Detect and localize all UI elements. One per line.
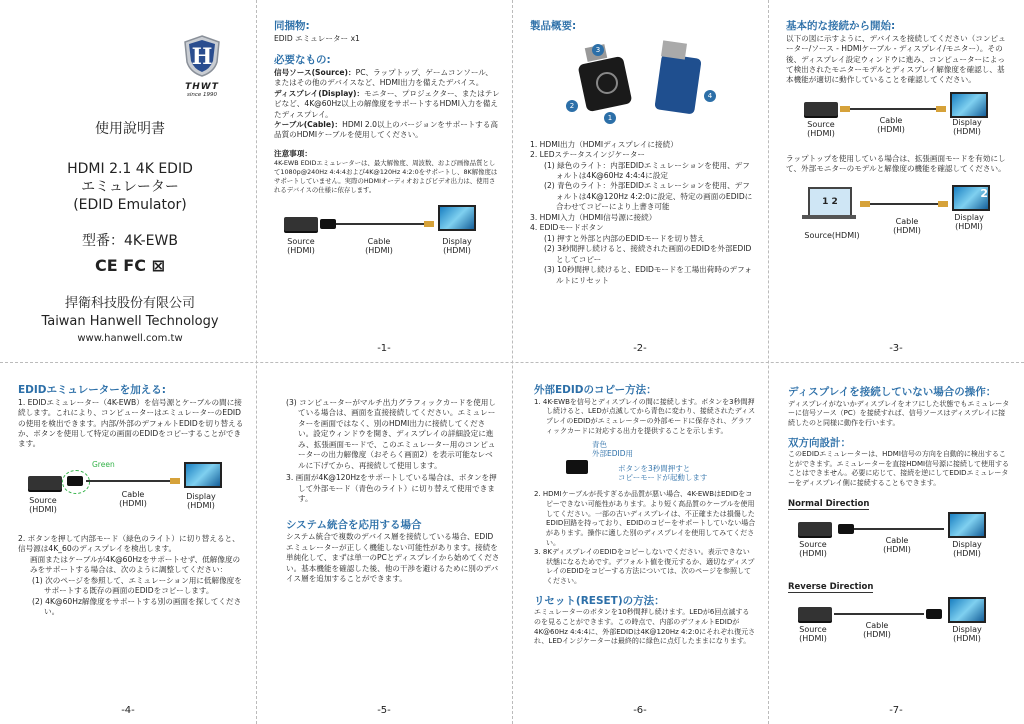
- display-icon: [438, 205, 476, 231]
- brand-name: THWT: [185, 82, 219, 92]
- page-2: [512, 0, 768, 362]
- copy-step-1: 1. 4K-EWBを信号とディスプレイの間に接続します。ボタンを3秒間押し続けると、LEDが点滅してから青色に変わり、接続されたディスプレイのEDIDがエミュレーターの外部モードに保存され、グラフィックカードに対応する出力を提供することを示します。: [534, 397, 756, 435]
- cable-line: [870, 203, 940, 205]
- label-display: Display (HDMI): [954, 212, 984, 232]
- bidirectional-text: このEDIDエミュレーターは、HDMI信号の方向を自動的に検出することができます。エミュレーターを直接HDMI信号源に接続して使用することはできません。必要に応じて、接続を逆にしてEDIDエミュレーターをディスプレイ側に接続することもできます。: [788, 450, 1010, 488]
- pc-icon: [284, 217, 318, 231]
- page-7: [768, 362, 1024, 724]
- reverse-diagram: [788, 595, 1012, 655]
- label-display: Display (HDMI): [952, 117, 982, 137]
- plug-icon: [936, 106, 946, 112]
- product-image: [530, 34, 756, 126]
- label-source: Source (HDMI): [29, 495, 57, 515]
- req-cable: ケーブル(Cable)：HDMI 2.0以上のバージョンをサポートする高品質のHDMIケーブルを使用してください。: [274, 120, 498, 140]
- list-item: 4. EDIDモードボタン: [530, 223, 604, 233]
- cable-line: [850, 108, 938, 110]
- overview-heading: 製品概要:: [530, 20, 577, 32]
- list-item: (1) 押すと外部と内部のEDIDモードを切り替え: [544, 233, 705, 243]
- display-icon: [948, 512, 986, 538]
- pc-icon: [804, 102, 838, 116]
- list-item: (2) 4K@60Hz解像度をサポートする別の画面を探してください。: [32, 596, 242, 617]
- page-number: -2-: [633, 343, 647, 354]
- note-text: 4K-EWB EDIDエミュレーターは、最大解像度、周波数、および画像品質として1080p@240Hz 4:4:4および4K@120Hz 4:2:0をサポートし、8K解像度はサポートしていません。実際のHDMIオーディオおよびビデオ出力は、使用されるデバイスの仕様に依存します。: [274, 159, 498, 194]
- internal-mode-text: 2. ボタンを押して内部モード（緑色のライト）に切り替えると、信号源は4K_60のディスプレイを検出します。: [18, 533, 240, 554]
- label-display: Display (HDMI): [186, 491, 216, 511]
- list-item: 2. LEDステータスインジケーター: [530, 150, 646, 160]
- laptop-text: ラップトップを使用している場合は、拡張画面モードを有効にして、外部モニターのモデルと解像度の機能を確認してください。: [786, 153, 1006, 174]
- copy-step-3: 3. 8KディスプレイのEDIDをコピーしないでください。表示できない状態になるためです。デフォルト値を復元するか、適切なディスプレイのEDIDをコピーする方法については、次のページを参照してください。: [534, 548, 755, 586]
- product-name-3: (EDID Emulator): [73, 197, 187, 213]
- label-cable: Cable (HDMI): [863, 620, 891, 639]
- reset-heading: リセット(RESET)の方法：: [534, 594, 665, 607]
- page-1: [256, 0, 512, 362]
- plug-icon: [938, 201, 948, 207]
- green-label: Green: [92, 459, 115, 469]
- normal-direction-label: Normal Direction: [788, 498, 870, 509]
- requirements-heading: 必要なもの:: [274, 54, 331, 67]
- page-3: [768, 0, 1024, 362]
- basic-connection-text: 以下の図に示すように、デバイスを接続してください（コンピューター/ソース - HDMIケーブル - ディスプレイ/モニター）。その後、ディスプレイ設定ウィンドウに進み、コンピューターによって検出されたモニターモデルとディスプレイ解像度を確認し、基本機能が適切に動作していることを確認してください。: [786, 33, 1006, 85]
- plug-icon: [170, 478, 180, 484]
- cable-line: [834, 613, 924, 615]
- callout-2: 2: [566, 100, 578, 112]
- label-source: Source (HDMI): [799, 539, 827, 558]
- list-item: (2) 3秒間押し続けると、接続された画面のEDIDを外部EDIDとしてコピー: [544, 244, 752, 264]
- hdmi-plug-icon: [661, 40, 687, 59]
- normal-diagram: [788, 512, 1012, 574]
- label-cable: Cable (HDMI): [365, 236, 393, 255]
- label-cable: Cable (HDMI): [893, 216, 921, 236]
- label-display: Display (HDMI): [442, 236, 472, 255]
- external-mode-text: 3. 画面が4K@120Hzをサポートしている場合は、ボタンを押して外部モード（青色のライト）に切り替えて使用できます。: [286, 473, 497, 504]
- req-source: 信号ソース(Source)：PC、ラップトップ、ゲームコンソール、またはその他のデバイスなど、HDMI出力を備えたデバイス。: [274, 67, 493, 88]
- page-number: -5-: [377, 705, 391, 716]
- page-number: -1-: [377, 343, 391, 354]
- list-item: (1) 緑色のライト：内部EDIDエミュレーションを使用、デフォルトは4K@60Hz 4:4:4に設定: [544, 160, 750, 180]
- plug-icon: [840, 106, 850, 112]
- display-number: 2: [980, 186, 988, 200]
- system-integration-text: システム統合で複数のデバイス層を接続している場合、EDIDエミュレーターが正しく機能しない可能性があります。接続を単純化して、まずは単一のPCとディスプレイから始めてください。基本機能を確認した後、他の干渉を避けるために別のデバイス層を追加することができます。: [286, 532, 500, 584]
- adjust-text: 画面またはケーブルが4K@60Hzをサポートせず、低解像度のみをサポートする場合は、次のように調整してください：: [30, 554, 241, 575]
- label-display: Display (HDMI): [952, 539, 982, 558]
- display-icon: [184, 462, 222, 488]
- pc-icon: [798, 607, 832, 621]
- emulator-diagram: [18, 456, 244, 522]
- callout-1: 1: [604, 112, 616, 124]
- display-icon: [950, 92, 988, 118]
- label-display: Display (HDMI): [952, 624, 982, 643]
- page-number: -3-: [889, 343, 903, 354]
- note-heading: 注意事項：: [274, 148, 312, 158]
- page-5: [256, 362, 512, 724]
- basic-diagram: [786, 92, 1012, 150]
- company-url[interactable]: www.hanwell.com.tw: [77, 333, 183, 344]
- brand-logo: [172, 34, 232, 98]
- shield-icon: [182, 34, 222, 78]
- laptop-icon: 1 2: [808, 187, 852, 217]
- cable-line: [86, 480, 172, 482]
- emulator-icon: [838, 524, 854, 534]
- manual-title: 使用說明書: [95, 121, 165, 137]
- emulator-icon: [566, 460, 588, 474]
- bidirectional-heading: 双方向設計：: [788, 436, 851, 449]
- company-cn: 捍衛科技股份有限公司: [64, 296, 195, 311]
- label-cable: Cable (HDMI): [119, 489, 147, 509]
- copy-step-2: 2. HDMIケーブルが長すぎるか品質が悪い場合、4K-EWBはEDIDをコピーできない可能性があります。より短く高品質のケーブルを使用してください。一部の古いディスプレイは、不正確または損傷したEDID回路を持っており、EDIDのコピーをサポートしていない場合があります。操作に適した別のディスプレイを使用してみてください。: [534, 490, 756, 547]
- no-display-heading: ディスプレイを接続していない場合の操作：: [788, 386, 997, 398]
- cover-panel: [0, 0, 256, 362]
- callout-4: 4: [704, 90, 716, 102]
- reset-text: エミュレーターのボタンを10秒間押し続けます。LEDが6回点滅するのを見ることができます。この時点で、内部のデフォルトEDIDが4K@60Hz 4:4:4に、外部EDIDは4K@120Hz 4:2:0にそれぞれ復元され、LEDインジケーターは最終的に緑色に点灯したままになります。: [534, 608, 756, 646]
- list-item: 3. HDMI入力（HDMI信号源に接続）: [530, 212, 657, 222]
- basic-connection-heading: 基本的な接続から開始:: [786, 20, 896, 32]
- list-item: (2) 青色のライト：外部EDIDエミュレーションを使用、デフォルトは4K@120Hz 4:2:0に設定、特定の画面のEDIDに合わせてコピーにより上書き可能: [544, 181, 753, 212]
- page-number: -4-: [121, 705, 135, 716]
- company-en: Taiwan Hanwell Technology: [41, 314, 219, 329]
- label-source: Source (HDMI): [287, 236, 315, 255]
- press-label: ボタンを3秒間押すと コピーモードが起動します: [618, 464, 708, 483]
- emulator-icon: [67, 476, 83, 486]
- label-cable: Cable (HDMI): [877, 115, 905, 135]
- page-number: -6-: [633, 705, 647, 716]
- add-emulator-heading: EDIDエミュレーターを加える:: [18, 384, 166, 396]
- page-6: [512, 362, 768, 724]
- list-item: (1) 次のページを参照して、エミュレーション用に低解像度をサポートする既存の画面のEDIDをコピーします。: [32, 575, 242, 596]
- page-number: -7-: [889, 705, 903, 716]
- product-name-1: HDMI 2.1 4K EDID: [67, 161, 193, 177]
- plug-icon: [860, 201, 870, 207]
- copy-edid-heading: 外部EDIDのコピー方法：: [534, 384, 657, 396]
- cable-line: [854, 528, 944, 530]
- list-item: 1. HDMI出力（HDMIディスプレイに接続）: [530, 139, 678, 149]
- emulator-icon: [320, 219, 336, 229]
- emulator-back-icon: [654, 53, 701, 114]
- blue-label: 青色 外部EDID用: [592, 440, 634, 459]
- laptop-base-icon: [802, 215, 856, 219]
- laptop-diagram: [786, 185, 1012, 255]
- list-item: (3) 10秒間押し続けると、EDIDモードを工場出荷時のデフォルトにリセット: [544, 265, 752, 285]
- multi-output-text: (3) コンピューターがマルチ出力グラフィックカードを使用している場合は、画面を直接接続してください。エミュレーターを画面ではなく、別のHDMI出力に接続してください。設定ウィンドウを開き、ディスプレイの詳細設定に進み、拡張画面モードで、このエミュレーター用のコンピューターの出力解像度（おそらく画面2）を表示可能なレベルに下げてから、再接続して使用します。: [286, 398, 496, 470]
- label-source: Source (HDMI): [807, 119, 835, 139]
- contents-heading: 同捆物:: [274, 20, 310, 32]
- system-integration-heading: システム統合を応用する場合: [286, 518, 422, 531]
- overview-list: [530, 140, 756, 287]
- page-4: [0, 362, 256, 724]
- label-cable: Cable (HDMI): [883, 535, 911, 554]
- display-icon: [948, 597, 986, 623]
- label-source: Source (HDMI): [799, 624, 827, 643]
- contents-text: EDID エミュレーター x1: [274, 33, 360, 43]
- no-display-text: ディスプレイがないかディスプレイをオフにした状態でもエミュレーターに信号ソース（PC）を接続すれば、信号ソースはディスプレイに接続したのと同様に動作を行います。: [788, 399, 1010, 427]
- label-source: Source(HDMI): [804, 230, 860, 240]
- callout-3: 3: [592, 44, 604, 56]
- certification-marks: CE FC ⊠: [95, 256, 165, 275]
- plug-icon: [424, 221, 434, 227]
- req-display: ディスプレイ(Display)：モニター、プロジェクター、またはテレビなど、4K@60Hz以上の解像度をサポートするHDMI入力を備えたディスプレイ。: [274, 88, 500, 119]
- brand-since: since 1990: [186, 92, 218, 98]
- reverse-direction-label: Reverse Direction: [788, 581, 874, 592]
- pc-icon: [28, 476, 62, 490]
- product-name-2: エミュレーター: [81, 179, 179, 195]
- model-number: 型番：4K-EWB: [82, 233, 178, 249]
- button-icon: [596, 72, 618, 94]
- add-emulator-text: 1. EDIDエミュレーター（4K-EWB）を信号源とケーブルの間に接続します。これにより、コンピューターはエミュレーターのEDIDの使用を検出できます。内部/外部のデフォルトEDIDを切り替えるか、ボタンを使用して特定の画面のEDIDをコピーすることができます。: [18, 397, 244, 449]
- svg-text:H: H: [191, 44, 213, 70]
- copy-diagram: [534, 440, 756, 490]
- emulator-icon: [926, 609, 942, 619]
- connection-diagram: [274, 201, 500, 261]
- pc-icon: [798, 522, 832, 536]
- cable-line: [336, 223, 426, 225]
- display-icon: [952, 185, 990, 211]
